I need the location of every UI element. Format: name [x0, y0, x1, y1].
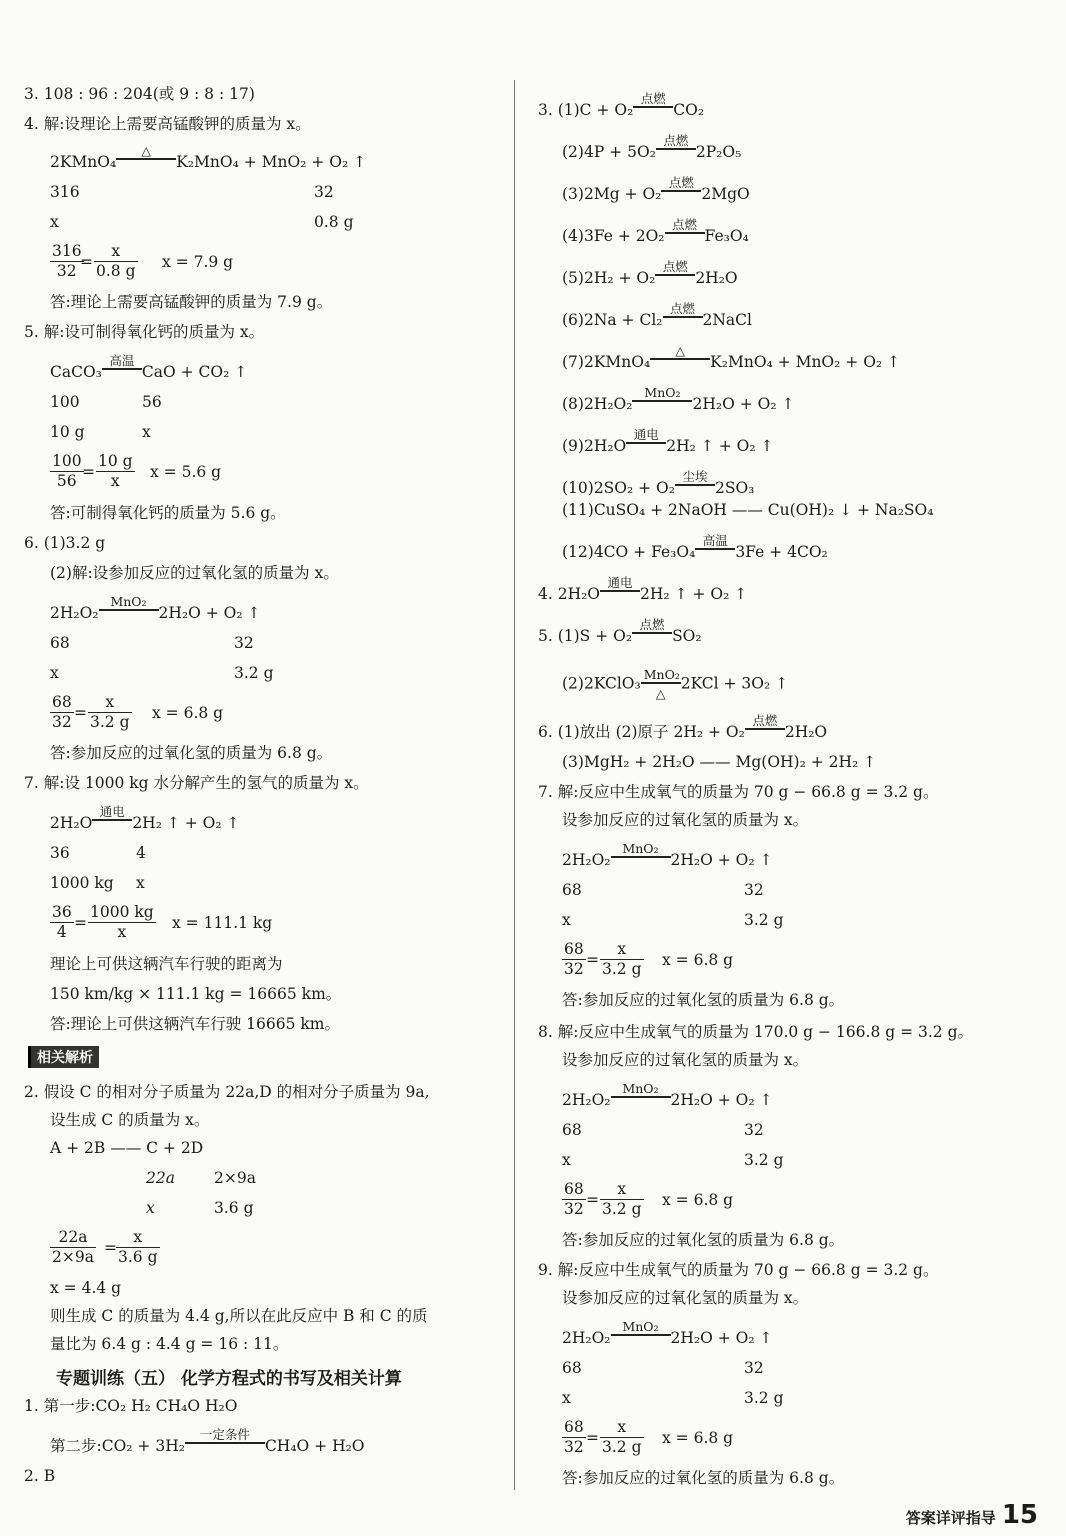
answer-text: 答:理论上可供这辆汽车行驶 16665 km。 [50, 1015, 340, 1033]
mass-value: x [562, 1389, 571, 1407]
fraction: $\frac{x}{3.2 g}$ [602, 940, 642, 978]
equation: 2KMnO₄ △ K₂MnO₄ + MnO₂ + O₂ ↑ [50, 142, 367, 171]
answer-text: 理论上可供这辆汽车行驶的距离为 [50, 955, 283, 973]
mass-ratio: 56 [142, 393, 162, 411]
fraction: $\frac{316}{32}$ [52, 242, 82, 280]
equation: 2H₂O₂ MnO₂ 2H₂O + O₂ ↑ [562, 1318, 773, 1347]
answer-head: 8. 解:反应中生成氧气的质量为 170.0 g − 166.8 g = 3.2 g。 [538, 1023, 973, 1041]
equation: 2H₂O₂ MnO₂ 2H₂O + O₂ ↑ [562, 840, 773, 869]
mass-value: x [50, 213, 59, 231]
fraction: $\frac{68}{32}$ [52, 693, 72, 731]
mass-value: 3.2 g [744, 911, 784, 929]
mass-value: x [136, 874, 145, 892]
equation: (7)2KMnO₄ △ K₂MnO₄ + MnO₂ + O₂ ↑ [562, 342, 901, 371]
mass-ratio: 32 [234, 634, 254, 652]
answer-text: 答:可制得氧化钙的质量为 5.6 g。 [50, 504, 286, 522]
column-divider [514, 80, 515, 1490]
result: x = 4.4 g [50, 1279, 122, 1297]
mass-ratio: 32 [314, 183, 334, 201]
equation: (3)MgH₂ + 2H₂O —— Mg(OH)₂ + 2H₂ ↑ [562, 753, 877, 771]
answer-text: 150 km/kg × 111.1 kg = 16665 km。 [50, 985, 342, 1003]
answer-5-head: 5. 解:设可制得氧化钙的质量为 x。 [24, 323, 265, 341]
answer-head: 7. 解:反应中生成氧气的质量为 70 g − 66.8 g = 3.2 g。 [538, 783, 939, 801]
mass-ratio: 100 [50, 393, 80, 411]
equation: (12)4CO + Fe₃O₄ 高温 3Fe + 4CO₂ [562, 532, 828, 561]
mass-ratio: 68 [562, 1359, 582, 1377]
answer-3: 3. 108 : 96 : 204(或 9 : 8 : 17) [24, 85, 255, 103]
mass-value: 10 g [50, 423, 85, 441]
fraction: $\frac{x}{3.6 g}$ [118, 1228, 158, 1266]
fraction: $\frac{68}{32}$ [564, 1180, 584, 1218]
answer-text: 答:理论上需要高锰酸钾的质量为 7.9 g。 [50, 293, 333, 311]
fraction: $\frac{x}{3.2 g}$ [602, 1418, 642, 1456]
mass-value: 3.2 g [744, 1389, 784, 1407]
equation: 5. (1)S + O₂ 点燃 SO₂ [538, 616, 702, 645]
mass-value: x [562, 1151, 571, 1169]
equation: (2)2KClO₃ MnO₂ △ 2KCl + 3O₂ ↑ [562, 667, 789, 701]
mass-ratio: 316 [50, 183, 80, 201]
equation: (5)2H₂ + O₂ 点燃 2H₂O [562, 258, 738, 287]
fraction: $\frac{x}{0.8 g}$ [96, 242, 136, 280]
analysis-text: 2. 假设 C 的相对分子质量为 22a,D 的相对分子质量为 9a, [24, 1083, 430, 1101]
fraction: $\frac{68}{32}$ [564, 1418, 584, 1456]
result: x = 7.9 g [162, 253, 234, 271]
mass-value: x [142, 423, 151, 441]
analysis-text: 则生成 C 的质量为 4.4 g,所以在此反应中 B 和 C 的质 [50, 1307, 428, 1325]
mass-value: x [562, 911, 571, 929]
mass-value: x [50, 664, 59, 682]
section-title: 专题训练（五） 化学方程式的书写及相关计算 [56, 1369, 402, 1389]
equation: 2H₂O₂ MnO₂ 2H₂O + O₂ ↑ [50, 593, 261, 622]
fraction: $\frac{22a}{2\times 9a}$ [52, 1228, 94, 1266]
fraction: $\frac{10 g}{x}$ [98, 452, 133, 490]
equation: (4)3Fe + 2O₂ 点燃 Fe₃O₄ [562, 216, 749, 245]
mass-value: 3.2 g [744, 1151, 784, 1169]
footer [906, 1500, 1038, 1530]
mass-value: x [146, 1199, 155, 1217]
fraction: $\frac{68}{32}$ [564, 940, 584, 978]
result: x = 5.6 g [150, 463, 222, 481]
equation: (10)2SO₂ + O₂ 尘埃 2SO₃ [562, 468, 755, 497]
fraction: $\frac{x}{3.2 g}$ [90, 693, 130, 731]
mass-ratio: 32 [744, 1121, 764, 1139]
answer-text: 答:参加反应的过氧化氢的质量为 6.8 g。 [562, 1231, 845, 1249]
result: x = 111.1 kg [172, 914, 273, 932]
mass-value: 3.2 g [234, 664, 274, 682]
equation: A + 2B —— C + 2D [50, 1139, 204, 1157]
mass-ratio: 36 [50, 844, 70, 862]
analysis-text: 设生成 C 的质量为 x。 [50, 1111, 210, 1129]
page-number: 15 [1001, 1500, 1038, 1530]
section-tag: 相关解析 [28, 1046, 99, 1068]
equation: (3)2Mg + O₂ 点燃 2MgO [562, 174, 750, 203]
equation: (8)2H₂O₂ MnO₂ 2H₂O + O₂ ↑ [562, 384, 795, 413]
answer-head: 9. 解:反应中生成氧气的质量为 70 g − 66.8 g = 3.2 g。 [538, 1261, 939, 1279]
equation: 6. (1)放出 (2)原子 2H₂ + O₂ 点燃 2H₂O [538, 712, 828, 741]
equation: 2H₂O₂ MnO₂ 2H₂O + O₂ ↑ [562, 1080, 773, 1109]
answer-text: 答:参加反应的过氧化氢的质量为 6.8 g。 [562, 1469, 845, 1487]
equals-sign: = [586, 951, 599, 969]
mass-ratio: 4 [136, 844, 146, 862]
answer-text: 设参加反应的过氧化氢的质量为 x。 [562, 811, 809, 829]
answer-6-1: 6. (1)3.2 g [24, 534, 106, 552]
fraction: $\frac{x}{3.2 g}$ [602, 1180, 642, 1218]
mass-ratio: 32 [744, 1359, 764, 1377]
equation: 2H₂O 通电 2H₂ ↑ + O₂ ↑ [50, 803, 240, 832]
answer-text: 设参加反应的过氧化氢的质量为 x。 [562, 1289, 809, 1307]
mass-ratio: 68 [50, 634, 70, 652]
answer-text: 设参加反应的过氧化氢的质量为 x。 [562, 1051, 809, 1069]
answer-text: 答:参加反应的过氧化氢的质量为 6.8 g。 [50, 744, 333, 762]
result: x = 6.8 g [152, 704, 224, 722]
mass-value: 0.8 g [314, 213, 354, 231]
answer-text: 答:参加反应的过氧化氢的质量为 6.8 g。 [562, 991, 845, 1009]
left-column: 3. 108 : 96 : 204(或 9 : 8 : 17) 4. 解:设理论上需要高锰酸钾的质量为 x。 2KMnO₄ △ K₂MnO₄ + MnO₂ + O₂ ↑ 316 32 x 0.8 g $\frac{316}{32}$ = $\frac{x}{0.8 g}$ x = 7.9 g 答:理论上需要高锰酸钾的质量为 7.9 g。 5. 解:设可制得氧化钙的质量为 x。 CaCO₃ 高温 CaO + CO₂ ↑ 100 56 10 g x $\frac{100}{56}$ = $\frac{10 g}{x}$ x = 5.6 g 答:可制得氧化钙的质量为 5.6 g。 6. (1)3.2 g (2)解:设参加反应的过氧化氢的质量为 x。 2H₂O₂ MnO₂ 2H₂O + O₂ ↑ 68 32 x 3.2 g $\frac{68}{32}$ = $\frac{x}{3.2 g}$ x = 6.8 g 答:参加反应的过氧化氢的质量为 6.8 g。 7. 解:设 1000 kg 水分解产生的氢气的质量为 x。 2H₂O 通电 2H₂ ↑ + O₂ ↑ 36 4 1000 kg x $\frac{36}{4}$ = $\frac{1000 kg}{x}$ x = 111.1 kg 理论上可供这辆汽车行驶的距离为 150 km/kg × 111.1 kg = 16665 km。 答:理论上可供这辆汽车行驶 16665 km。 相关解析 2. 假设 C 的相对分子质量为 22a,D 的相对分子质量为 9a, 设生成 C 的质量为 x。 A + 2B —— C + 2D 22a 2×9a x 3.6 g $\frac{22a}{2\times 9a}$ = $\frac{x}{3.6 g}$ x = 4.4 g 则生成 C 的质量为 4.4 g,所以在此反应中 B 和 C 的质 量比为 6.4 g : 4.4 g = 16 : 11。 专题训练（五） 化学方程式的书写及相关计算 1. 第一步:CO₂ H₂ CH₄O H₂O 第二步:CO₂ + 3H₂ 一定条件 CH₄O + H₂O 2. B [24, 85, 430, 1485]
equation: 4. 2H₂O 通电 2H₂ ↑ + O₂ ↑ [538, 574, 748, 603]
answer-4-head: 4. 解:设理论上需要高锰酸钾的质量为 x。 [24, 115, 311, 133]
mass-ratio: 32 [744, 881, 764, 899]
mass-ratio: 2×9a [214, 1169, 256, 1187]
equals-sign: = [586, 1429, 599, 1447]
equation: (11)CuSO₄ + 2NaOH —— Cu(OH)₂ ↓ + Na₂SO₄ [562, 501, 934, 519]
fraction: $\frac{36}{4}$ [52, 903, 72, 941]
footer-label: 答案详评指导 [905, 1509, 996, 1527]
equation: (6)2Na + Cl₂ 点燃 2NaCl [562, 300, 752, 329]
mass-ratio: 22a [146, 1169, 175, 1187]
equation: CaCO₃ 高温 CaO + CO₂ ↑ [50, 352, 248, 381]
mass-value: 1000 kg [50, 874, 114, 892]
answer-text: 2. B [24, 1467, 56, 1485]
answer-6-2: (2)解:设参加反应的过氧化氢的质量为 x。 [50, 564, 339, 582]
mass-value: 3.6 g [214, 1199, 254, 1217]
equals-sign: = [586, 1191, 599, 1209]
right-column [520, 0, 1066, 1536]
result: x = 6.8 g [662, 1429, 734, 1447]
result: x = 6.8 g [662, 1191, 734, 1209]
equation: (2)4P + 5O₂ 点燃 2P₂O₅ [562, 132, 742, 161]
fraction: $\frac{1000 kg}{x}$ [90, 903, 154, 941]
mass-ratio: 68 [562, 881, 582, 899]
analysis-text: 量比为 6.4 g : 4.4 g = 16 : 11。 [50, 1335, 289, 1353]
equation: 3. (1)C + O₂ 点燃 CO₂ [538, 90, 705, 119]
equation: (9)2H₂O 通电 2H₂ ↑ + O₂ ↑ [562, 426, 774, 455]
fraction: $\frac{100}{56}$ [52, 452, 82, 490]
equation: 第二步:CO₂ + 3H₂ 一定条件 CH₄O + H₂O [50, 1426, 365, 1455]
mass-ratio: 68 [562, 1121, 582, 1139]
answer-7-head: 7. 解:设 1000 kg 水分解产生的氢气的质量为 x。 [24, 774, 369, 792]
result: x = 6.8 g [662, 951, 734, 969]
answer-text: 1. 第一步:CO₂ H₂ CH₄O H₂O [24, 1397, 238, 1415]
